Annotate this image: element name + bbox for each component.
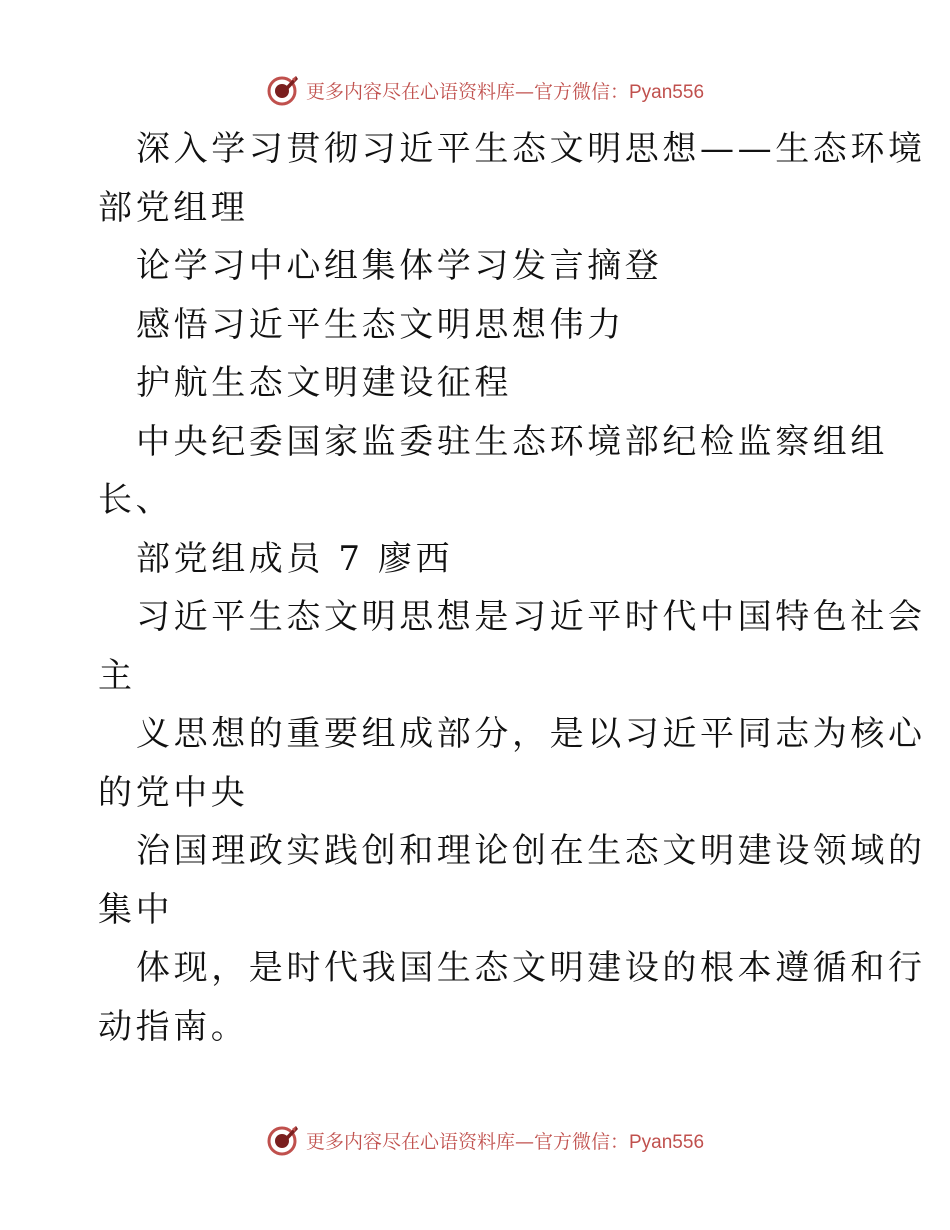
text-line-15: 体现，是时代我国生态文明建设的根本遵循和行 bbox=[136, 948, 926, 988]
header-wechat-id: Pyan556 bbox=[629, 81, 705, 103]
footer-wechat-label: 官方微信： bbox=[533, 1130, 629, 1153]
text-line-5: 护航生态文明建设征程 bbox=[136, 363, 512, 403]
text-line-11: 义思想的重要组成部分，是以习近平同志为核心 bbox=[136, 714, 926, 754]
text-line-2: 部党组理 bbox=[98, 187, 249, 228]
footer-wechat-id: Pyan556 bbox=[629, 1131, 705, 1153]
footer-promo-text: 更多内容尽在心语资料库 bbox=[305, 1130, 515, 1153]
text-line-4: 感悟习近平生态文明思想伟力 bbox=[136, 304, 625, 345]
text-line-9: 习近平生态文明思想是习近平时代中国特色社会 bbox=[136, 597, 926, 637]
text-line-10: 主 bbox=[98, 655, 136, 696]
header-banner-content bbox=[266, 73, 704, 107]
text-line-1: 深入学习贯彻习近平生态文明思想——生态环境 bbox=[136, 129, 926, 169]
header-banner bbox=[0, 70, 950, 110]
text-line-6: 中央纪委国家监委驻生态环境部纪检监察组组 bbox=[136, 421, 888, 462]
header-wechat-label: 官方微信： bbox=[533, 80, 629, 103]
text-line-16: 动指南。 bbox=[98, 1006, 249, 1047]
text-line-7: 长、 bbox=[98, 480, 174, 520]
header-promo-text: 更多内容尽在心语资料库 bbox=[305, 80, 515, 103]
footer-separator: — bbox=[514, 1130, 534, 1153]
quill-logo-icon bbox=[266, 1123, 300, 1157]
text-line-3: 论学习中心组集体学习发言摘登 bbox=[136, 246, 663, 286]
header-separator: — bbox=[514, 80, 534, 103]
footer-banner bbox=[0, 1120, 950, 1160]
footer-banner-text bbox=[306, 1127, 704, 1154]
document-body bbox=[98, 120, 926, 1056]
text-line-12: 的党中央 bbox=[98, 772, 249, 813]
text-line-14: 集中 bbox=[98, 889, 174, 930]
header-banner-text bbox=[306, 77, 704, 104]
footer-banner-content bbox=[266, 1123, 704, 1157]
quill-logo-icon bbox=[266, 73, 300, 107]
text-line-8: 部党组成员 7 廖西 bbox=[136, 538, 454, 579]
text-line-13: 治国理政实践创和理论创在生态文明建设领域的 bbox=[136, 831, 926, 871]
